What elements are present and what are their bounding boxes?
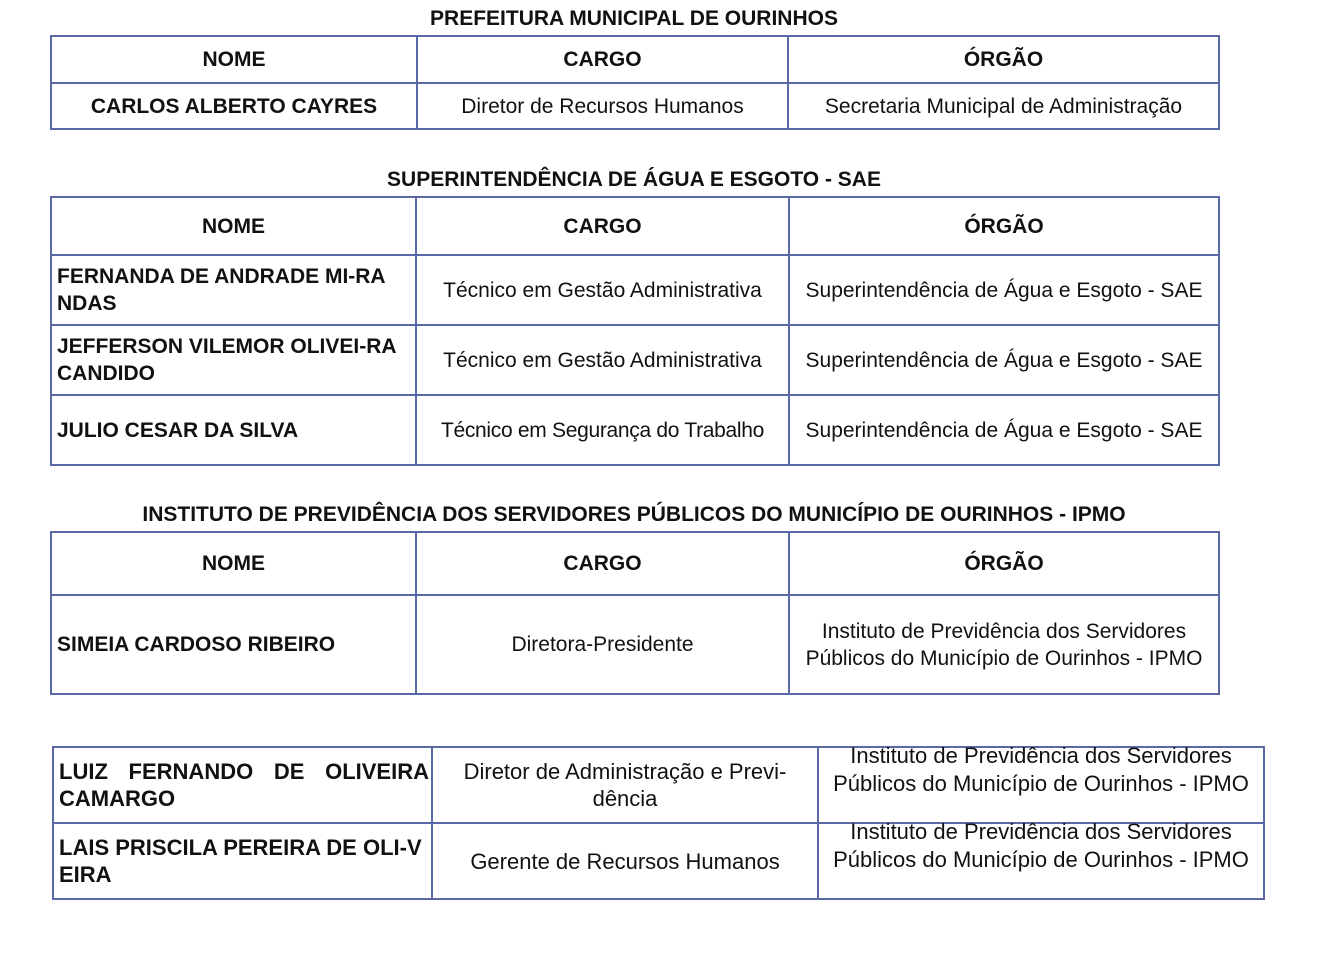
header-orgao: ÓRGÃO [788, 36, 1219, 83]
cell-cargo: Gerente de Recursos Humanos [432, 823, 818, 899]
cell-orgao-text: Superintendência de Água e Esgoto - SAE [805, 418, 1203, 442]
table-row [51, 255, 1219, 325]
cell-orgao-text: Instituto de Previdência dos Servidores Públicos do Município de Ourinhos - IPMO [833, 743, 1249, 796]
cell-orgao [818, 819, 1264, 899]
cell-nome: CARLOS ALBERTO CAYRES [51, 83, 417, 129]
header-cargo: CARGO [416, 532, 789, 595]
cell-orgao [789, 395, 1219, 465]
cell-nome-text: FERNANDA DE ANDRADE MI-RANDAS [57, 265, 386, 315]
cell-cargo: Técnico em Segurança do Trabalho [416, 395, 789, 465]
table-header-row [51, 36, 1219, 83]
cell-nome-text: LUIZ FERNANDO DE OLIVEIRA CAMARGO [59, 759, 429, 811]
header-nome: NOME [51, 532, 416, 595]
table-header-row [51, 532, 1219, 595]
cell-nome [53, 747, 432, 823]
cell-orgao-text: Instituto de Previdência dos Servidores Públicos do Município de Ourinhos - IPMO [833, 819, 1249, 872]
table-row [53, 747, 1264, 823]
table-sae [50, 196, 1220, 466]
header-nome: NOME [51, 197, 416, 255]
header-nome: NOME [51, 36, 417, 83]
cell-nome [51, 255, 416, 325]
header-orgao: ÓRGÃO [789, 197, 1219, 255]
cell-orgao: Secretaria Municipal de Administração [788, 83, 1219, 129]
table-row [51, 325, 1219, 395]
table-header-row [51, 197, 1219, 255]
cell-cargo: Técnico em Gestão Administrativa [416, 255, 789, 325]
header-orgao: ÓRGÃO [789, 532, 1219, 595]
header-cargo: CARGO [417, 36, 788, 83]
cell-cargo [432, 747, 818, 823]
cell-orgao-text: Superintendência de Água e Esgoto - SAE [805, 348, 1203, 372]
header-cargo: CARGO [416, 197, 789, 255]
section-title-prefeitura: PREFEITURA MUNICIPAL DE OURINHOS [430, 7, 838, 30]
cell-nome [53, 823, 432, 899]
cell-orgao [789, 255, 1219, 325]
cell-cargo: Diretor de Recursos Humanos [417, 83, 788, 129]
cell-cargo: Diretora-Presidente [416, 595, 789, 694]
cell-cargo: Técnico em Gestão Administrativa [416, 325, 789, 395]
table-ipmo [50, 531, 1220, 695]
cell-orgao-text: Superintendência de Água e Esgoto - SAE [805, 278, 1203, 302]
table-row [51, 595, 1219, 694]
cell-orgao [789, 595, 1219, 694]
cell-nome-text: JEFFERSON VILEMOR OLIVEI-RA CANDIDO [57, 335, 396, 385]
table-row [51, 395, 1219, 465]
cell-orgao [818, 743, 1264, 823]
table-row [51, 83, 1219, 129]
cell-nome [51, 325, 416, 395]
table-row [53, 823, 1264, 899]
cell-nome: SIMEIA CARDOSO RIBEIRO [51, 595, 416, 694]
section-title-ipmo: INSTITUTO DE PREVIDÊNCIA DOS SERVIDORES PÚBLICOS DO MUNICÍPIO DE OURINHOS - IPMO [142, 503, 1126, 526]
table-prefeitura [50, 35, 1220, 130]
cell-nome: JULIO CESAR DA SILVA [51, 395, 416, 465]
cell-orgao [789, 325, 1219, 395]
cell-orgao-text: Instituto de Previdência dos Servidores Públicos do Município de Ourinhos - IPMO [805, 619, 1203, 670]
section-title-sae: SUPERINTENDÊNCIA DE ÁGUA E ESGOTO - SAE [387, 168, 881, 191]
table-ipmo-continuation [52, 743, 1265, 900]
cell-nome-text: LAIS PRISCILA PEREIRA DE OLI-VEIRA [59, 835, 422, 887]
cell-cargo-text: Diretor de Administração e Previ-dência [463, 759, 787, 811]
